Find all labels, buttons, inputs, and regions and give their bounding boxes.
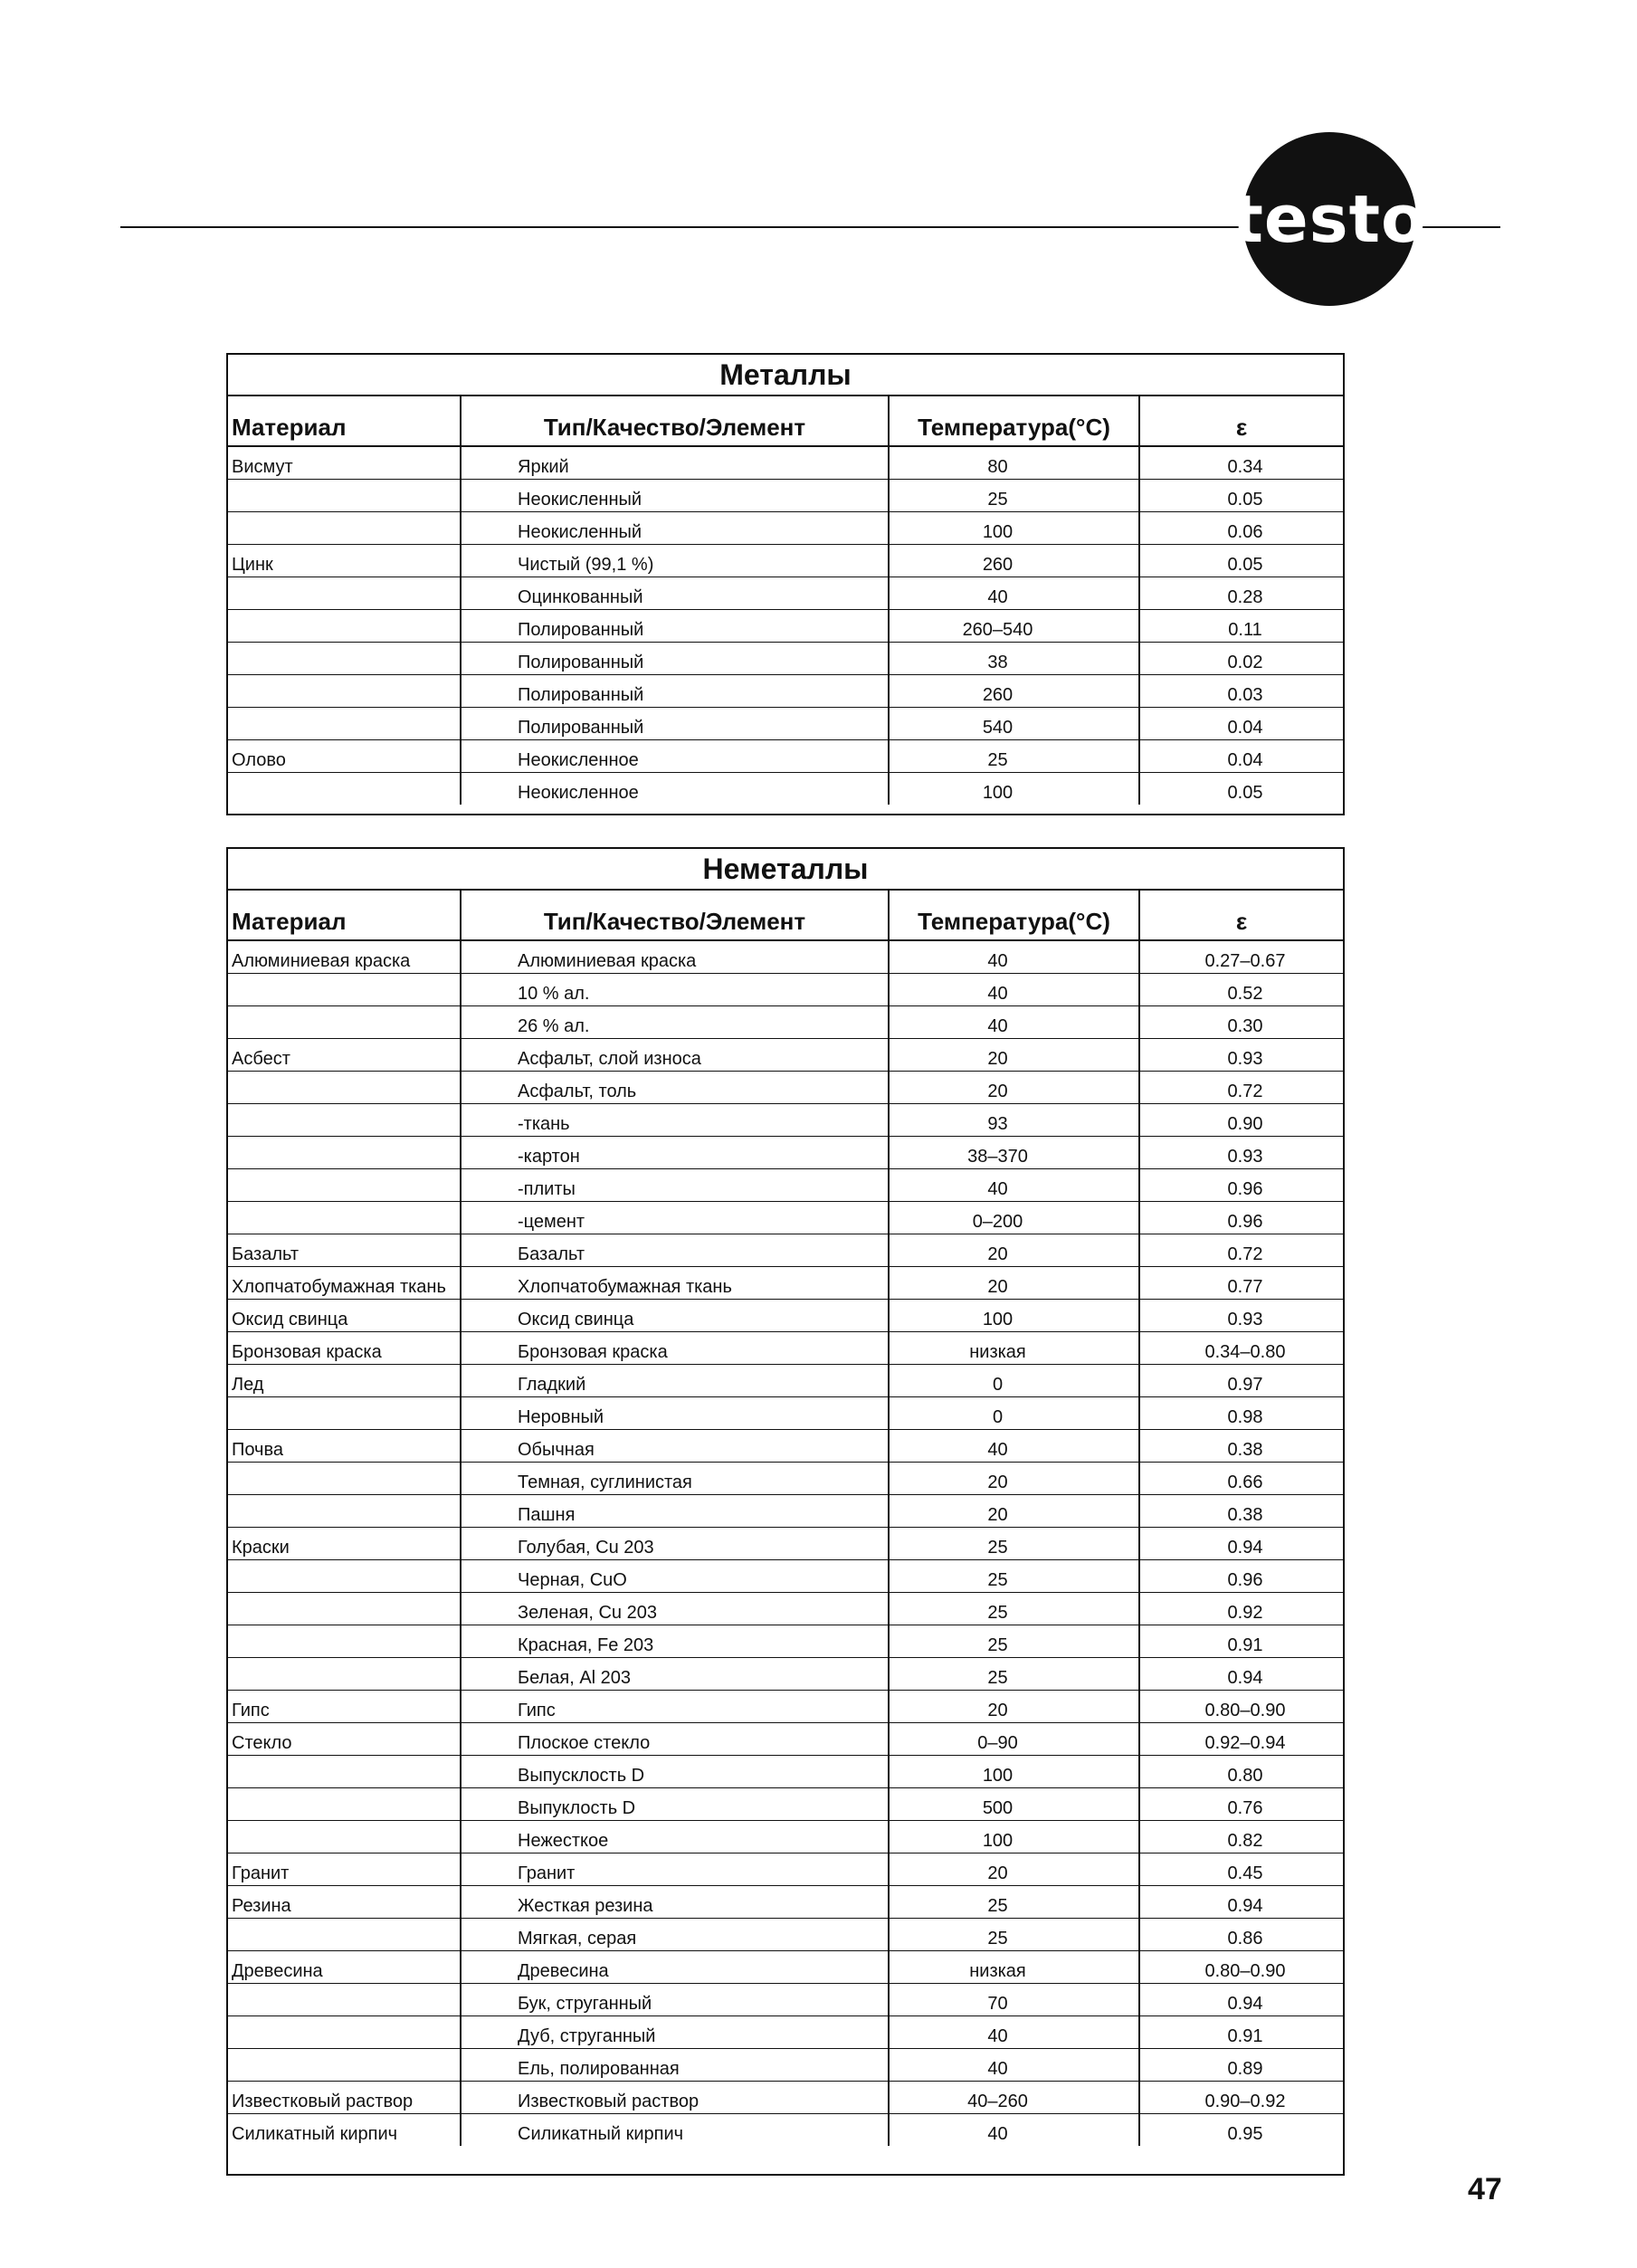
cell-emissivity: 0.95	[1139, 2114, 1343, 2147]
cell-material: Гранит	[228, 1853, 461, 1886]
cell-type: Обычная	[461, 1430, 889, 1463]
cell-temperature: 100	[889, 773, 1139, 805]
cell-type: Полированный	[461, 708, 889, 740]
cell-type: Красная, Fe 203	[461, 1625, 889, 1658]
cell-material	[228, 2016, 461, 2049]
cell-material	[228, 1756, 461, 1788]
table-row	[228, 1691, 1343, 1723]
metals-rows	[228, 446, 1343, 805]
table-row	[228, 1951, 1343, 1984]
cell-temperature: 20	[889, 1691, 1139, 1723]
cell-temperature: 40	[889, 577, 1139, 610]
cell-type: Неокисленный	[461, 480, 889, 512]
cell-temperature: 0–90	[889, 1723, 1139, 1756]
cell-emissivity: 0.45	[1139, 1853, 1343, 1886]
cell-type: Оксид свинца	[461, 1300, 889, 1332]
cell-emissivity: 0.93	[1139, 1039, 1343, 1072]
cell-material: Известковый раствор	[228, 2082, 461, 2114]
table-row	[228, 1625, 1343, 1658]
cell-emissivity: 0.92	[1139, 1593, 1343, 1625]
cell-type: Жесткая резина	[461, 1886, 889, 1919]
cell-emissivity: 0.80	[1139, 1756, 1343, 1788]
table-row	[228, 1202, 1343, 1234]
cell-type: Асфальт, толь	[461, 1072, 889, 1104]
cell-material: Оксид свинца	[228, 1300, 461, 1332]
cell-emissivity: 0.11	[1139, 610, 1343, 643]
cell-material: Гипс	[228, 1691, 461, 1723]
cell-material: Резина	[228, 1886, 461, 1919]
header-type: Тип/Качество/Элемент	[461, 891, 889, 940]
cell-temperature: 20	[889, 1463, 1139, 1495]
cell-material: Базальт	[228, 1234, 461, 1267]
cell-type: Бук, струганный	[461, 1984, 889, 2016]
table-row	[228, 1593, 1343, 1625]
cell-temperature: 40	[889, 2114, 1139, 2147]
metals-table	[226, 353, 1345, 815]
table-row	[228, 2114, 1343, 2147]
cell-material: Почва	[228, 1430, 461, 1463]
cell-emissivity: 0.04	[1139, 740, 1343, 773]
cell-emissivity: 0.27–0.67	[1139, 940, 1343, 974]
cell-type: Полированный	[461, 675, 889, 708]
table-row	[228, 1397, 1343, 1430]
header-emissivity: ε	[1139, 891, 1343, 940]
cell-material	[228, 577, 461, 610]
cell-material	[228, 1072, 461, 1104]
cell-type: -цемент	[461, 1202, 889, 1234]
cell-temperature: 260	[889, 675, 1139, 708]
cell-type: Неокисленное	[461, 740, 889, 773]
cell-emissivity: 0.05	[1139, 773, 1343, 805]
cell-emissivity: 0.91	[1139, 1625, 1343, 1658]
table-row	[228, 480, 1343, 512]
table-row	[228, 675, 1343, 708]
cell-temperature: 20	[889, 1495, 1139, 1528]
cell-type: Пашня	[461, 1495, 889, 1528]
table-row	[228, 610, 1343, 643]
table-row	[228, 773, 1343, 805]
cell-emissivity: 0.94	[1139, 1658, 1343, 1691]
cell-temperature: 260	[889, 545, 1139, 577]
cell-material: Краски	[228, 1528, 461, 1560]
cell-temperature: 70	[889, 1984, 1139, 2016]
cell-type: Алюминиевая краска	[461, 940, 889, 974]
table-row	[228, 1332, 1343, 1365]
table-row	[228, 446, 1343, 480]
cell-temperature: 0	[889, 1397, 1139, 1430]
cell-type: Полированный	[461, 610, 889, 643]
cell-type: Древесина	[461, 1951, 889, 1984]
cell-temperature: 25	[889, 1658, 1139, 1691]
cell-temperature: 500	[889, 1788, 1139, 1821]
cell-temperature: 100	[889, 1300, 1139, 1332]
cell-type: Известковый раствор	[461, 2082, 889, 2114]
cell-type: Базальт	[461, 1234, 889, 1267]
header-material: Материал	[228, 396, 461, 446]
cell-temperature: 20	[889, 1072, 1139, 1104]
header-temperature: Температура(°С)	[889, 396, 1139, 446]
cell-material	[228, 1495, 461, 1528]
cell-temperature: 40	[889, 2016, 1139, 2049]
cell-material: Лед	[228, 1365, 461, 1397]
cell-type: 26 % ал.	[461, 1006, 889, 1039]
cell-temperature: 40	[889, 2049, 1139, 2082]
header-emissivity: ε	[1139, 396, 1343, 446]
cell-emissivity: 0.89	[1139, 2049, 1343, 2082]
table-row	[228, 2049, 1343, 2082]
table-row	[228, 1300, 1343, 1332]
table-row	[228, 1528, 1343, 1560]
header-temperature: Температура(°С)	[889, 891, 1139, 940]
cell-material	[228, 974, 461, 1006]
cell-temperature: 25	[889, 1886, 1139, 1919]
table-row	[228, 1853, 1343, 1886]
cell-material: Асбест	[228, 1039, 461, 1072]
cell-emissivity: 0.92–0.94	[1139, 1723, 1343, 1756]
cell-temperature: 40	[889, 1430, 1139, 1463]
cell-temperature: 40–260	[889, 2082, 1139, 2114]
cell-temperature: 25	[889, 480, 1139, 512]
cell-temperature: 38	[889, 643, 1139, 675]
cell-temperature: 20	[889, 1853, 1139, 1886]
cell-temperature: 25	[889, 1919, 1139, 1951]
cell-material	[228, 708, 461, 740]
cell-emissivity: 0.98	[1139, 1397, 1343, 1430]
cell-temperature: 540	[889, 708, 1139, 740]
cell-material: Висмут	[228, 446, 461, 480]
table-row	[228, 1984, 1343, 2016]
cell-temperature: 25	[889, 1560, 1139, 1593]
cell-type: Выпуклость D	[461, 1788, 889, 1821]
table-row	[228, 1267, 1343, 1300]
table-row	[228, 1886, 1343, 1919]
cell-material: Алюминиевая краска	[228, 940, 461, 974]
cell-temperature: 0	[889, 1365, 1139, 1397]
cell-type: Ель, полированная	[461, 2049, 889, 2082]
cell-type: Неровный	[461, 1397, 889, 1430]
cell-type: -ткань	[461, 1104, 889, 1137]
cell-material: Бронзовая краска	[228, 1332, 461, 1365]
metals-title: Металлы	[228, 355, 1343, 396]
cell-emissivity: 0.06	[1139, 512, 1343, 545]
table-row	[228, 1495, 1343, 1528]
cell-temperature: 40	[889, 1169, 1139, 1202]
cell-emissivity: 0.91	[1139, 2016, 1343, 2049]
cell-material	[228, 480, 461, 512]
cell-material	[228, 773, 461, 805]
table-row	[228, 643, 1343, 675]
cell-temperature: 80	[889, 446, 1139, 480]
table-row	[228, 1039, 1343, 1072]
table-row	[228, 2016, 1343, 2049]
nonmetals-rows	[228, 940, 1343, 2146]
cell-type: Асфальт, слой износа	[461, 1039, 889, 1072]
cell-emissivity: 0.96	[1139, 1560, 1343, 1593]
cell-temperature: 20	[889, 1267, 1139, 1300]
cell-emissivity: 0.66	[1139, 1463, 1343, 1495]
cell-emissivity: 0.34–0.80	[1139, 1332, 1343, 1365]
nonmetals-title: Неметаллы	[228, 849, 1343, 891]
cell-temperature: 40	[889, 974, 1139, 1006]
header-type: Тип/Качество/Элемент	[461, 396, 889, 446]
cell-emissivity: 0.94	[1139, 1528, 1343, 1560]
cell-material	[228, 1821, 461, 1853]
cell-emissivity: 0.02	[1139, 643, 1343, 675]
table-row	[228, 1821, 1343, 1853]
cell-material	[228, 1658, 461, 1691]
cell-emissivity: 0.05	[1139, 480, 1343, 512]
page-number: 47	[1468, 2172, 1502, 2206]
cell-type: Нежесткое	[461, 1821, 889, 1853]
cell-type: Чистый (99,1 %)	[461, 545, 889, 577]
cell-material	[228, 1397, 461, 1430]
cell-emissivity: 0.96	[1139, 1202, 1343, 1234]
cell-material	[228, 1104, 461, 1137]
cell-type: Бронзовая краска	[461, 1332, 889, 1365]
cell-emissivity: 0.86	[1139, 1919, 1343, 1951]
header-material: Материал	[228, 891, 461, 940]
cell-temperature: 25	[889, 740, 1139, 773]
cell-temperature: 93	[889, 1104, 1139, 1137]
cell-emissivity: 0.82	[1139, 1821, 1343, 1853]
cell-emissivity: 0.77	[1139, 1267, 1343, 1300]
table-row	[228, 512, 1343, 545]
cell-material	[228, 610, 461, 643]
cell-material	[228, 675, 461, 708]
cell-emissivity: 0.80–0.90	[1139, 1951, 1343, 1984]
cell-emissivity: 0.94	[1139, 1984, 1343, 2016]
cell-material	[228, 2049, 461, 2082]
cell-type: Мягкая, серая	[461, 1919, 889, 1951]
cell-temperature: 100	[889, 1756, 1139, 1788]
table-row	[228, 1430, 1343, 1463]
cell-material: Стекло	[228, 1723, 461, 1756]
cell-emissivity: 0.80–0.90	[1139, 1691, 1343, 1723]
cell-type: Голубая, Cu 203	[461, 1528, 889, 1560]
table-row	[228, 740, 1343, 773]
cell-material	[228, 1919, 461, 1951]
cell-temperature: 25	[889, 1528, 1139, 1560]
table-row	[228, 1137, 1343, 1169]
table-row	[228, 1234, 1343, 1267]
cell-emissivity: 0.34	[1139, 446, 1343, 480]
cell-type: Гипс	[461, 1691, 889, 1723]
cell-emissivity: 0.05	[1139, 545, 1343, 577]
cell-material	[228, 1006, 461, 1039]
table-row	[228, 577, 1343, 610]
cell-emissivity: 0.03	[1139, 675, 1343, 708]
cell-temperature: 20	[889, 1234, 1139, 1267]
cell-type: Черная, CuO	[461, 1560, 889, 1593]
cell-emissivity: 0.38	[1139, 1495, 1343, 1528]
cell-temperature: 100	[889, 1821, 1139, 1853]
cell-emissivity: 0.52	[1139, 974, 1343, 1006]
cell-type: Неокисленный	[461, 512, 889, 545]
table-row	[228, 1463, 1343, 1495]
cell-material	[228, 1593, 461, 1625]
cell-type: 10 % ал.	[461, 974, 889, 1006]
table-row	[228, 1006, 1343, 1039]
cell-temperature: 20	[889, 1039, 1139, 1072]
cell-temperature: 0–200	[889, 1202, 1139, 1234]
cell-type: Оцинкованный	[461, 577, 889, 610]
cell-temperature: 25	[889, 1625, 1139, 1658]
cell-temperature: низкая	[889, 1332, 1139, 1365]
cell-temperature: 100	[889, 512, 1139, 545]
cell-material: Олово	[228, 740, 461, 773]
cell-emissivity: 0.90	[1139, 1104, 1343, 1137]
cell-emissivity: 0.93	[1139, 1137, 1343, 1169]
cell-emissivity: 0.94	[1139, 1886, 1343, 1919]
cell-emissivity: 0.97	[1139, 1365, 1343, 1397]
table-row	[228, 940, 1343, 974]
cell-temperature: низкая	[889, 1951, 1139, 1984]
cell-temperature: 38–370	[889, 1137, 1139, 1169]
cell-type: Гранит	[461, 1853, 889, 1886]
table-row	[228, 545, 1343, 577]
table-row	[228, 1788, 1343, 1821]
cell-temperature: 40	[889, 940, 1139, 974]
table-row	[228, 1560, 1343, 1593]
cell-material	[228, 1463, 461, 1495]
table-row	[228, 1365, 1343, 1397]
cell-material	[228, 512, 461, 545]
cell-material: Силикатный кирпич	[232, 2124, 398, 2144]
table-row	[228, 1104, 1343, 1137]
cell-material	[228, 1169, 461, 1202]
table-row	[228, 974, 1343, 1006]
cell-material	[228, 1625, 461, 1658]
cell-emissivity: 0.38	[1139, 1430, 1343, 1463]
cell-material: Древесина	[228, 1951, 461, 1984]
table-row	[228, 708, 1343, 740]
table-row	[228, 2082, 1343, 2114]
cell-emissivity: 0.04	[1139, 708, 1343, 740]
cell-emissivity: 0.72	[1139, 1072, 1343, 1104]
cell-emissivity: 0.72	[1139, 1234, 1343, 1267]
cell-material	[228, 1137, 461, 1169]
cell-type: Гладкий	[461, 1365, 889, 1397]
cell-material	[228, 1202, 461, 1234]
nonmetals-table	[226, 847, 1345, 2176]
cell-material	[228, 1560, 461, 1593]
cell-type: -плиты	[461, 1169, 889, 1202]
cell-type: -картон	[461, 1137, 889, 1169]
table-row	[228, 1169, 1343, 1202]
cell-type: Дуб, струганный	[461, 2016, 889, 2049]
cell-temperature: 25	[889, 1593, 1139, 1625]
cell-material	[228, 1984, 461, 2016]
cell-emissivity: 0.96	[1139, 1169, 1343, 1202]
cell-emissivity: 0.76	[1139, 1788, 1343, 1821]
table-row	[228, 1658, 1343, 1691]
cell-emissivity: 0.28	[1139, 577, 1343, 610]
table-row	[228, 1919, 1343, 1951]
cell-emissivity: 0.90–0.92	[1139, 2082, 1343, 2114]
cell-type: Темная, суглинистая	[461, 1463, 889, 1495]
table-row	[228, 1756, 1343, 1788]
cell-type: Полированный	[461, 643, 889, 675]
testo-logo: testo	[1242, 132, 1416, 306]
table-row	[228, 1072, 1343, 1104]
table-row	[228, 1723, 1343, 1756]
cell-material: Хлопчатобумажная ткань	[228, 1267, 461, 1300]
cell-material	[228, 1788, 461, 1821]
cell-temperature: 260–540	[889, 610, 1139, 643]
cell-type: Выпуcклость D	[461, 1756, 889, 1788]
cell-type: Хлопчатобумажная ткань	[461, 1267, 889, 1300]
cell-temperature: 40	[889, 1006, 1139, 1039]
cell-type: Плоское стекло	[461, 1723, 889, 1756]
cell-type: Зеленая, Cu 203	[461, 1593, 889, 1625]
cell-material: Цинк	[228, 545, 461, 577]
cell-type: Белая, Al 203	[461, 1658, 889, 1691]
cell-type: Неокисленное	[461, 773, 889, 805]
cell-emissivity: 0.93	[1139, 1300, 1343, 1332]
cell-emissivity: 0.30	[1139, 1006, 1343, 1039]
cell-material	[228, 643, 461, 675]
cell-type: Яркий	[461, 446, 889, 480]
cell-type: Силикатный кирпич	[461, 2114, 889, 2147]
